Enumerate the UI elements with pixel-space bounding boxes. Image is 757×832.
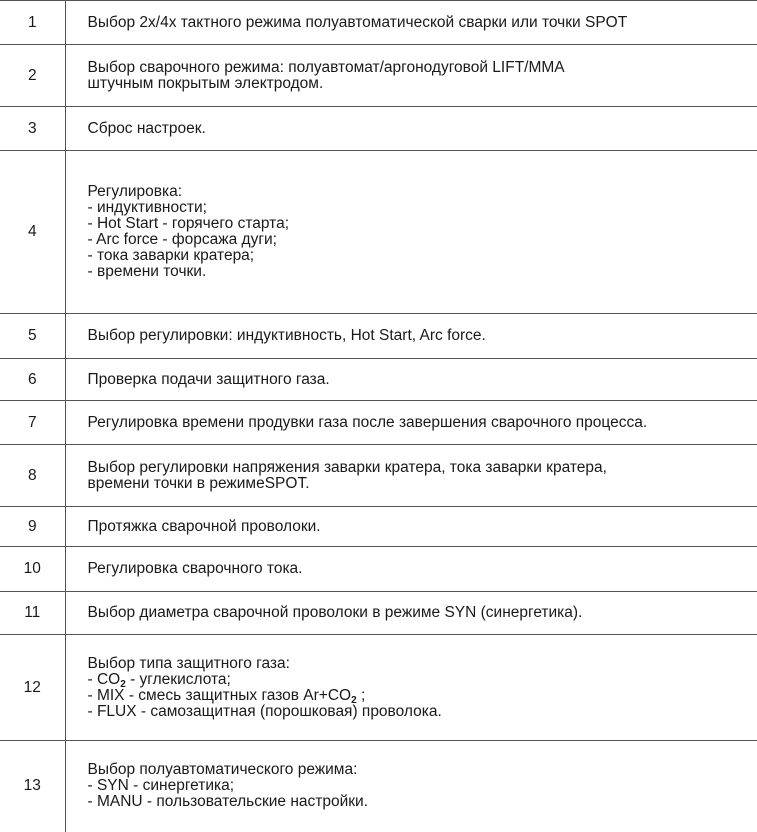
row-description xyxy=(65,107,757,151)
description-line: времени точки в режимеSPOT. xyxy=(88,476,757,492)
table-row xyxy=(0,107,757,151)
table-row xyxy=(0,445,757,507)
description-line: Протяжка сварочной проволоки. xyxy=(88,519,757,535)
description-line: - индуктивности; xyxy=(88,200,757,216)
description-line: Проверка подачи защитного газа. xyxy=(88,372,757,388)
row-description xyxy=(65,445,757,507)
row-number: 12 xyxy=(0,635,65,741)
table-row xyxy=(0,635,757,741)
description-line: - MANU - пользовательские настройки. xyxy=(88,794,757,810)
row-description xyxy=(65,507,757,547)
row-number: 9 xyxy=(0,507,65,547)
row-description xyxy=(65,1,757,45)
description-line: - FLUX - самозащитная (порошковая) проволока. xyxy=(88,704,757,720)
table-row xyxy=(0,314,757,359)
description-line: - Arc force - форсажа дуги; xyxy=(88,232,757,248)
row-number: 4 xyxy=(0,151,65,314)
row-description xyxy=(65,151,757,314)
row-description xyxy=(65,592,757,635)
description-line: - времени точки. xyxy=(88,264,757,280)
description-line-co2 xyxy=(88,672,757,688)
row-number: 2 xyxy=(0,45,65,107)
table-row xyxy=(0,507,757,547)
description-line: штучным покрытым электродом. xyxy=(88,76,757,92)
row-number: 7 xyxy=(0,401,65,445)
row-number: 6 xyxy=(0,359,65,401)
row-number: 8 xyxy=(0,445,65,507)
co2-prefix: - CO xyxy=(88,671,121,688)
description-line: - SYN - синергетика; xyxy=(88,778,757,794)
table-row xyxy=(0,359,757,401)
row-number: 1 xyxy=(0,1,65,45)
description-line: Выбор 2х/4х тактного режима полуавтоматической сварки или точки SPOT xyxy=(88,15,757,31)
description-line: - тока заварки кратера; xyxy=(88,248,757,264)
description-line: Сброс настроек. xyxy=(88,121,757,137)
row-description xyxy=(65,359,757,401)
table-row xyxy=(0,151,757,314)
description-line: Выбор сварочного режима: полуавтомат/аргонодуговой LIFT/MMA xyxy=(88,60,757,76)
row-description xyxy=(65,635,757,741)
mix-suffix: ; xyxy=(357,687,366,704)
description-line: Регулировка: xyxy=(88,184,757,200)
description-line: Регулировка сварочного тока. xyxy=(88,561,757,577)
row-description xyxy=(65,401,757,445)
table-row xyxy=(0,401,757,445)
description-line-mix xyxy=(88,688,757,704)
table-row xyxy=(0,547,757,592)
row-number: 13 xyxy=(0,741,65,832)
description-line: - Hot Start - горячего старта; xyxy=(88,216,757,232)
description-line: Выбор регулировки напряжения заварки кратера, тока заварки кратера, xyxy=(88,460,757,476)
row-description xyxy=(65,314,757,359)
co2-suffix: - углекислота; xyxy=(126,671,231,688)
table-row xyxy=(0,45,757,107)
row-description xyxy=(65,547,757,592)
mix-subscript: 2 xyxy=(351,695,357,706)
row-number: 11 xyxy=(0,592,65,635)
description-line: Выбор регулировки: индуктивность, Hot Start, Arc force. xyxy=(88,328,757,344)
description-line: Выбор диаметра сварочной проволоки в режиме SYN (синергетика). xyxy=(88,605,757,621)
row-number: 10 xyxy=(0,547,65,592)
row-number: 5 xyxy=(0,314,65,359)
description-line: Выбор типа защитного газа: xyxy=(88,656,757,672)
table-row xyxy=(0,592,757,635)
description-line: Регулировка времени продувки газа после завершения сварочного процесса. xyxy=(88,415,757,431)
row-number: 3 xyxy=(0,107,65,151)
description-line: Выбор полуавтоматического режима: xyxy=(88,762,757,778)
row-description xyxy=(65,741,757,832)
mix-prefix: - MIX - смесь защитных газов Ar+CO xyxy=(88,687,352,704)
row-description xyxy=(65,45,757,107)
table-row xyxy=(0,741,757,832)
table-row xyxy=(0,1,757,45)
co2-subscript: 2 xyxy=(120,679,126,690)
